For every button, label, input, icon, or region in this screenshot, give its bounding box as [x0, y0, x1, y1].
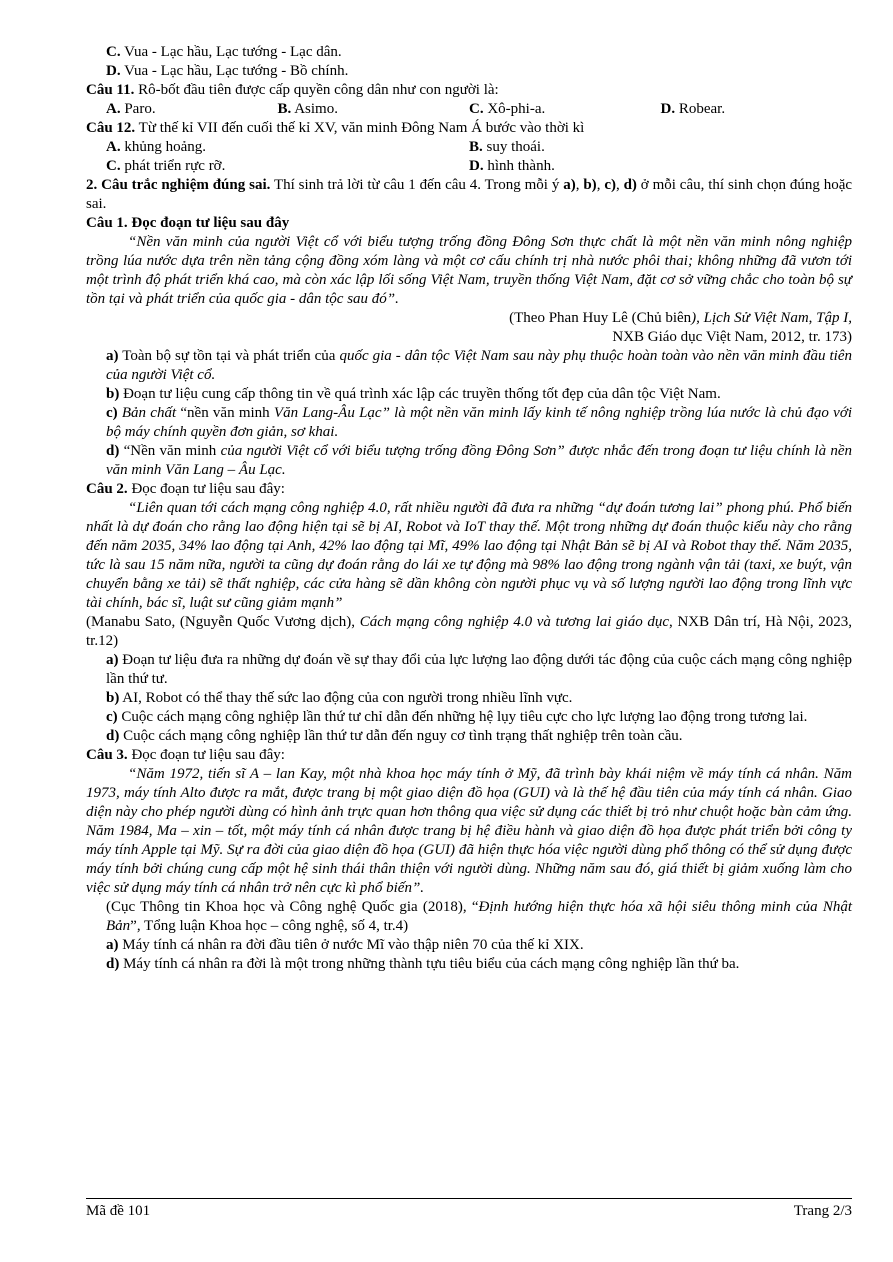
s1-source-line2: NXB Giáo dục Việt Nam, 2012, tr. 173) — [612, 329, 852, 345]
s3-heading: Câu 3. Đọc đoạn tư liệu sau đây: — [86, 747, 285, 763]
q12-option-a: A. khủng hoảng. — [106, 139, 207, 155]
s2-heading: Câu 2. Đọc đoạn tư liệu sau đây: — [86, 481, 285, 497]
q11-options — [86, 100, 852, 119]
q12-option-c: C. phát triển rực rỡ. — [106, 158, 226, 174]
s2-statement-a: a) Đoạn tư liệu đưa ra những dự đoán về sự thay đổi của lực lượng lao động dưới tác động của cuộc cách mạng công nghiệp lần thứ tư. — [106, 652, 852, 687]
q12-stem: Câu 12. Từ thế kỉ VII đến cuối thế kỉ XV, văn minh Đông Nam Á bước vào thời kì — [86, 120, 585, 136]
s1-source-line1: (Theo Phan Huy Lê (Chủ biên), Lịch Sử Việt Nam, Tập I, — [509, 310, 852, 326]
s1-statement-a: a) Toàn bộ sự tồn tại và phát triển của quốc gia - dân tộc Việt Nam sau này phụ thuộc hoàn toàn vào nền văn minh đầu tiên của người Việt cổ. — [106, 348, 852, 383]
q11-option-a: A. Paro. — [106, 101, 156, 117]
s2-statement-c: c) Cuộc cách mạng công nghiệp lần thứ tư chỉ dẫn đến những hệ lụy tiêu cực cho lực lượng lao động trong tương lai. — [106, 709, 808, 725]
q11-stem: Câu 11. Rô-bốt đầu tiên được cấp quyền công dân như con người là: — [86, 82, 499, 98]
q12-option-d: D. hình thành. — [469, 158, 555, 174]
q10-option-c: C. Vua - Lạc hầu, Lạc tướng - Lạc dân. — [106, 44, 342, 60]
q12-options-row1 — [86, 138, 852, 157]
q11-option-b: B. Asimo. — [277, 101, 338, 117]
page-number: Trang 2/3 — [793, 1203, 852, 1219]
exam-page — [86, 43, 852, 974]
s2-statement-b: b) AI, Robot có thể thay thế sức lao động của con người trong nhiều lĩnh vực. — [106, 690, 573, 706]
q11-option-c: C. Xô-phi-a. — [469, 101, 546, 117]
q12-options-row2 — [86, 157, 852, 176]
page-footer — [86, 1198, 852, 1220]
s2-statement-d: d) Cuộc cách mạng công nghiệp lần thứ tư dẫn đến nguy cơ tình trạng thất nghiệp trên toàn cầu. — [106, 728, 683, 744]
s1-quote: “Nền văn minh của người Việt cổ với biểu tượng trống đồng Đông Sơn thực chất là một nền văn minh nông nghiệp trồng lúa nước dựa trên nền tảng cộng đồng xóm làng và một cơ cấu chính trị nhà nước phôi thai; không những đã vươn tới một trình độ phát triển khá cao, mà còn xác lập lối sống Việt Nam, truyền thống Việt Nam, đặt cơ sở vững chắc cho toàn bộ sự tồn tại và phát triển của quốc gia - dân tộc sau đó”. — [86, 234, 852, 307]
s1-statement-d: d) “Nền văn minh của người Việt cổ với biểu tượng trống đồng Đông Sơn” được nhắc đến trong đoạn tư liệu chính là nền văn minh Văn Lang – Âu Lạc. — [106, 443, 853, 478]
s1-heading: Câu 1. Đọc đoạn tư liệu sau đây — [86, 215, 290, 231]
section2-instructions: 2. Câu trắc nghiệm đúng sai. Thí sinh trả lời từ câu 1 đến câu 4. Trong mỗi ý a), b), c), d) ở mỗi câu, thí sinh chọn đúng hoặc sai. — [86, 177, 853, 212]
s2-source: (Manabu Sato, (Nguyễn Quốc Vương dịch), Cách mạng công nghiệp 4.0 và tương lai giáo dục, NXB Dân trí, Hà Nội, 2023, tr.12) — [86, 614, 852, 649]
s1-statement-c: c) Bản chất “nền văn minh Văn Lang-Âu Lạc” là một nền văn minh lấy kinh tế nông nghiệp trồng lúa nước là chủ đạo với bộ máy chính quyền đơn giản, sơ khai. — [106, 405, 852, 440]
s3-statement-a: a) Máy tính cá nhân ra đời đầu tiên ở nước Mĩ vào thập niên 70 của thế kỉ XIX. — [106, 937, 584, 953]
q12-option-b: B. suy thoái. — [469, 139, 545, 155]
s3-quote: “Năm 1972, tiến sĩ A – lan Kay, một nhà khoa học máy tính ở Mỹ, đã trình bày khái niệm về máy tính cá nhân. Năm 1973, máy tính Alto được ra mắt, được trang bị một giao diện đồ họa (GUI) và là thế hệ đầu tiên của máy tính cá nhân. Giao diện này cho phép người dùng có hình ảnh trực quan hơn thông qua việc sử dụng các thiết bị trỏ như chuột hoặc bàn cảm ứng. Năm 1984, Ma – xin – tốt, một máy tính cá nhân được trang bị hệ điều hành và giao diện đồ họa được phát triển bởi công ty máy tính Apple tại Mỹ. Sự ra đời của giao diện đồ họa (GUI) đã hiện thực hóa việc người dùng phổ thông có thể sử dụng được máy tính bởi chúng cung cấp một hệ sinh thái thân thiện với người dùng. Những năm sau đó, giá thiết bị giảm xuống làm cho việc sử dụng máy tính cá nhân trở nên cực kì phổ biến”. — [86, 766, 852, 896]
s3-statement-d: d) Máy tính cá nhân ra đời là một trong những thành tựu tiêu biểu của cách mạng công nghiệp lần thứ ba. — [106, 956, 740, 972]
s2-quote: “Liên quan tới cách mạng công nghiệp 4.0, rất nhiều người đã đưa ra những “dự đoán tương lai” phong phú. Phổ biến nhất là dự đoán cho rằng lao động hiện tại sẽ bị AI, Robot và IoT thay thế. Một trong những dự đoán thuộc kiểu này cho rằng đến năm 2035, 34% lao động tại Anh, 42% lao động tại Mĩ, 49% lao động tại Nhật Bản sẽ bị AI và Robot thay thế. Năm 2035, tức là sau 15 năm nữa, người ta cũng dự đoán rằng do lái xe tự động mà 98% lao động trong ngành vận tải (taxi, xe buýt, vận chuyển bằng xe tải) sẽ thất nghiệp, các cửa hàng sẽ dần không còn người phục vụ và số lượng người lao động trong lĩnh vực tài chính, bác sĩ, luật sư cũng giảm mạnh” — [86, 500, 852, 611]
exam-code: Mã đề 101 — [86, 1203, 151, 1219]
q11-option-d: D. Robear. — [660, 101, 726, 117]
s1-statement-b: b) Đoạn tư liệu cung cấp thông tin về quá trình xác lập các truyền thống tốt đẹp của dân tộc Việt Nam. — [106, 386, 721, 402]
s3-source: (Cục Thông tin Khoa học và Công nghệ Quốc gia (2018), “Định hướng hiện thực hóa xã hội siêu thông minh của Nhật Bản”, Tổng luận Khoa học – công nghệ, số 4, tr.4) — [106, 899, 852, 934]
q10-option-d: D. Vua - Lạc hầu, Lạc tướng - Bồ chính. — [106, 63, 349, 79]
